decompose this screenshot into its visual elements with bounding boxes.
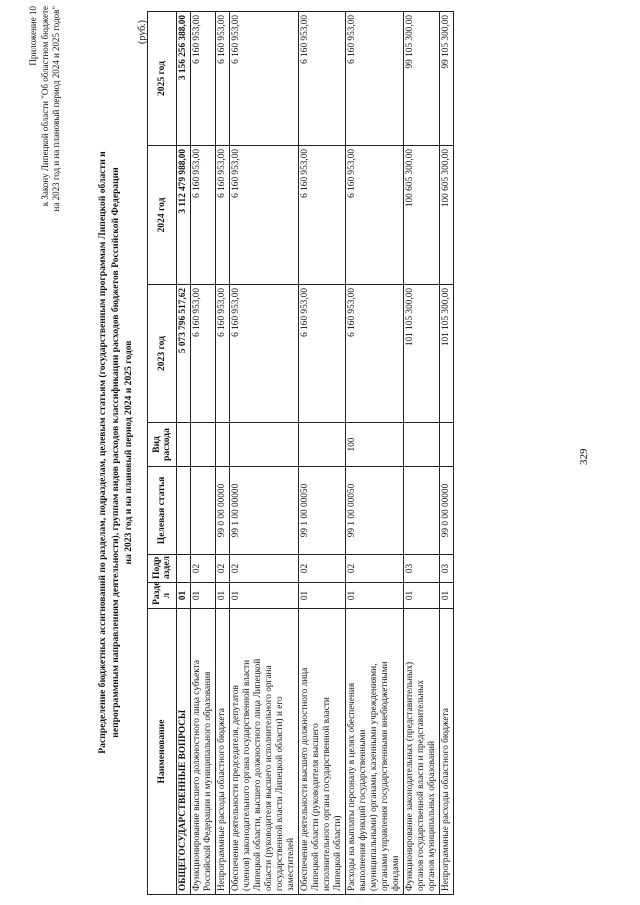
cell-year-2023: 6 160 953,00 [191, 285, 216, 423]
cell-name-line: Липецкой области (руководителя высшего [311, 723, 321, 891]
cell-subsection: 02 [191, 555, 216, 583]
cell-year-2023: 101 105 300,00 [404, 285, 440, 423]
cell-section: 01 [299, 583, 346, 609]
table-row [299, 12, 346, 895]
cell-expense-type [191, 423, 216, 467]
cell-section: 01 [346, 583, 404, 609]
cell-year-2024: 100 605 300,00 [440, 146, 454, 285]
cell-year-2024: 6 160 953,00 [346, 146, 404, 285]
appendix-note [28, 0, 63, 336]
document-title [96, 10, 135, 895]
cell-year-2024: 100 605 300,00 [404, 146, 440, 285]
cell-name-line: Функционирование законодательных (представительных) [405, 661, 415, 891]
title-line: Распределение бюджетных ассигнований по разделам, подразделам, целевым статьям (государственным программам Липецкой области и [97, 151, 108, 754]
header-year-2025: 2025 год [148, 12, 177, 146]
cell-section: 01 [191, 583, 216, 609]
cell-name-line: государственной власти Липецкой области) и его [275, 696, 285, 891]
cell-year-2025: 6 160 953,00 [299, 12, 346, 146]
table-row [404, 12, 440, 895]
appendix-line: к Закону Липецкой области "Об областном бюджете [39, 6, 50, 207]
cell-name-line: Функционирование высшего должностного лица субъекта [192, 660, 202, 891]
cell-section: 01 [440, 583, 454, 609]
cell-name-line: Обеспечение деятельности высшего должностного лица [300, 667, 310, 891]
cell-year-2024: 6 160 953,00 [191, 146, 216, 285]
cell-name-line: органов муниципальных образований [427, 740, 437, 891]
cell-year-2023: 6 160 953,00 [346, 285, 404, 423]
appendix-line: Приложение 10 [28, 6, 38, 66]
cell-year-2025: 3 156 256 388,00 [177, 12, 191, 146]
cell-year-2025: 99 105 300,00 [404, 12, 440, 146]
cell-target-article: 99 1 00 00000 [230, 467, 299, 555]
title-line: непрограммным направлениям деятельности), группам видов расходов классификации расходов бюджетов Российской Федерации [110, 167, 121, 738]
cell-year-2023: 6 160 953,00 [299, 285, 346, 423]
cell-name [346, 609, 404, 895]
cell-section: 01 [230, 583, 299, 609]
cell-name [177, 609, 191, 895]
cell-name-line: заместителей [286, 837, 296, 891]
cell-year-2023: 6 160 953,00 [230, 285, 299, 423]
cell-target-article: 99 1 00 00050 [346, 467, 404, 555]
table-row [216, 12, 230, 895]
cell-name-line: Обеспечение деятельности председателя, депутатов [231, 685, 241, 891]
cell-name [299, 609, 346, 895]
cell-name-line: Липецкой области, высшего должностного лица Липецкой [253, 658, 263, 891]
cell-target-article: 99 0 00 00000 [216, 467, 230, 555]
cell-expense-type [299, 423, 346, 467]
cell-name-line: ОБЩЕГОСУДАРСТВЕННЫЕ ВОПРОСЫ [178, 709, 188, 891]
table-row [230, 12, 299, 895]
cell-year-2024: 6 160 953,00 [299, 146, 346, 285]
cell-name [404, 609, 440, 895]
budget-table [147, 11, 454, 895]
cell-year-2023: 101 105 300,00 [440, 285, 454, 423]
cell-year-2025: 6 160 953,00 [216, 12, 230, 146]
cell-section: 01 [216, 583, 230, 609]
cell-expense-type [177, 423, 191, 467]
page-number: 329 [578, 448, 590, 465]
cell-name-line: Липецкой области) [333, 815, 343, 891]
cell-name-line: исполнительного органа государственной власти [322, 697, 332, 891]
cell-target-article: 99 0 00 00000 [440, 467, 454, 555]
cell-year-2024: 6 160 953,00 [230, 146, 299, 285]
cell-year-2025: 6 160 953,00 [230, 12, 299, 146]
cell-name [440, 609, 454, 895]
table-row [440, 12, 454, 895]
cell-name-line: фондами [391, 855, 401, 891]
header-section: Разде л [148, 583, 177, 609]
cell-name [191, 609, 216, 895]
cell-year-2025: 6 160 953,00 [346, 12, 404, 146]
header-subsection: Подр аздел [148, 555, 177, 583]
cell-year-2024: 6 160 953,00 [216, 146, 230, 285]
title-line: на 2023 год и на плановый период 2024 и 2025 годов [123, 340, 134, 565]
cell-name-line: (муниципальными) органами, казенными учреждениями, [369, 663, 379, 891]
cell-name-line: выполнения функций государственными [358, 729, 368, 891]
cell-expense-type [230, 423, 299, 467]
cell-expense-type [216, 423, 230, 467]
cell-name-line: Расходы на выплаты персоналу в целях обеспечения [347, 682, 357, 891]
cell-subsection [177, 555, 191, 583]
cell-target-article: 99 1 00 00050 [299, 467, 346, 555]
header-target-article: Целевая статья [148, 467, 177, 555]
cell-subsection: 02 [230, 555, 299, 583]
cell-expense-type [404, 423, 440, 467]
cell-target-article [404, 467, 440, 555]
cell-expense-type: 100 [346, 423, 404, 467]
cell-year-2025: 99 105 300,00 [440, 12, 454, 146]
cell-subsection: 02 [346, 555, 404, 583]
header-expense-type: Вид расхода [148, 423, 177, 467]
cell-subsection: 02 [216, 555, 230, 583]
table-header-row [148, 12, 177, 895]
cell-name-line: области (руководителя высшего исполнительного органа [264, 665, 274, 891]
cell-name-line: (членов) законодательного органа государственной власти [242, 659, 252, 891]
cell-year-2024: 3 112 479 988,00 [177, 146, 191, 285]
table-body [177, 12, 454, 895]
cell-target-article [177, 467, 191, 555]
cell-section: 01 [404, 583, 440, 609]
appendix-line: на 2023 год и на плановый период 2024 и 2025 годов" [51, 6, 61, 212]
scan-mark: · [356, 898, 365, 901]
cell-name [230, 609, 299, 895]
cell-name-line: органов государственной власти и представительных [416, 679, 426, 891]
cell-name [216, 609, 230, 895]
table-row [191, 12, 216, 895]
header-name: Наименование [148, 609, 177, 895]
table-row [346, 12, 404, 895]
cell-year-2025: 6 160 953,00 [191, 12, 216, 146]
cell-subsection: 03 [440, 555, 454, 583]
cell-name-line: Непрограммные расходы областного бюджета [217, 708, 227, 891]
cell-section: 01 [177, 583, 191, 609]
cell-name-line: Российской Федерации и муниципального образования [203, 671, 213, 891]
cell-year-2023: 5 073 796 517,62 [177, 285, 191, 423]
currency-unit: (руб.) [137, 20, 148, 44]
table-row [177, 12, 191, 895]
cell-subsection: 03 [404, 555, 440, 583]
cell-year-2023: 6 160 953,00 [216, 285, 230, 423]
header-year-2024: 2024 год [148, 146, 177, 285]
cell-subsection: 02 [299, 555, 346, 583]
cell-name-line: органами управления государственными внебюджетными [380, 661, 390, 891]
cell-expense-type [440, 423, 454, 467]
cell-name-line: Непрограммные расходы областного бюджета [441, 708, 451, 891]
header-year-2023: 2023 год [148, 285, 177, 423]
cell-target-article [191, 467, 216, 555]
